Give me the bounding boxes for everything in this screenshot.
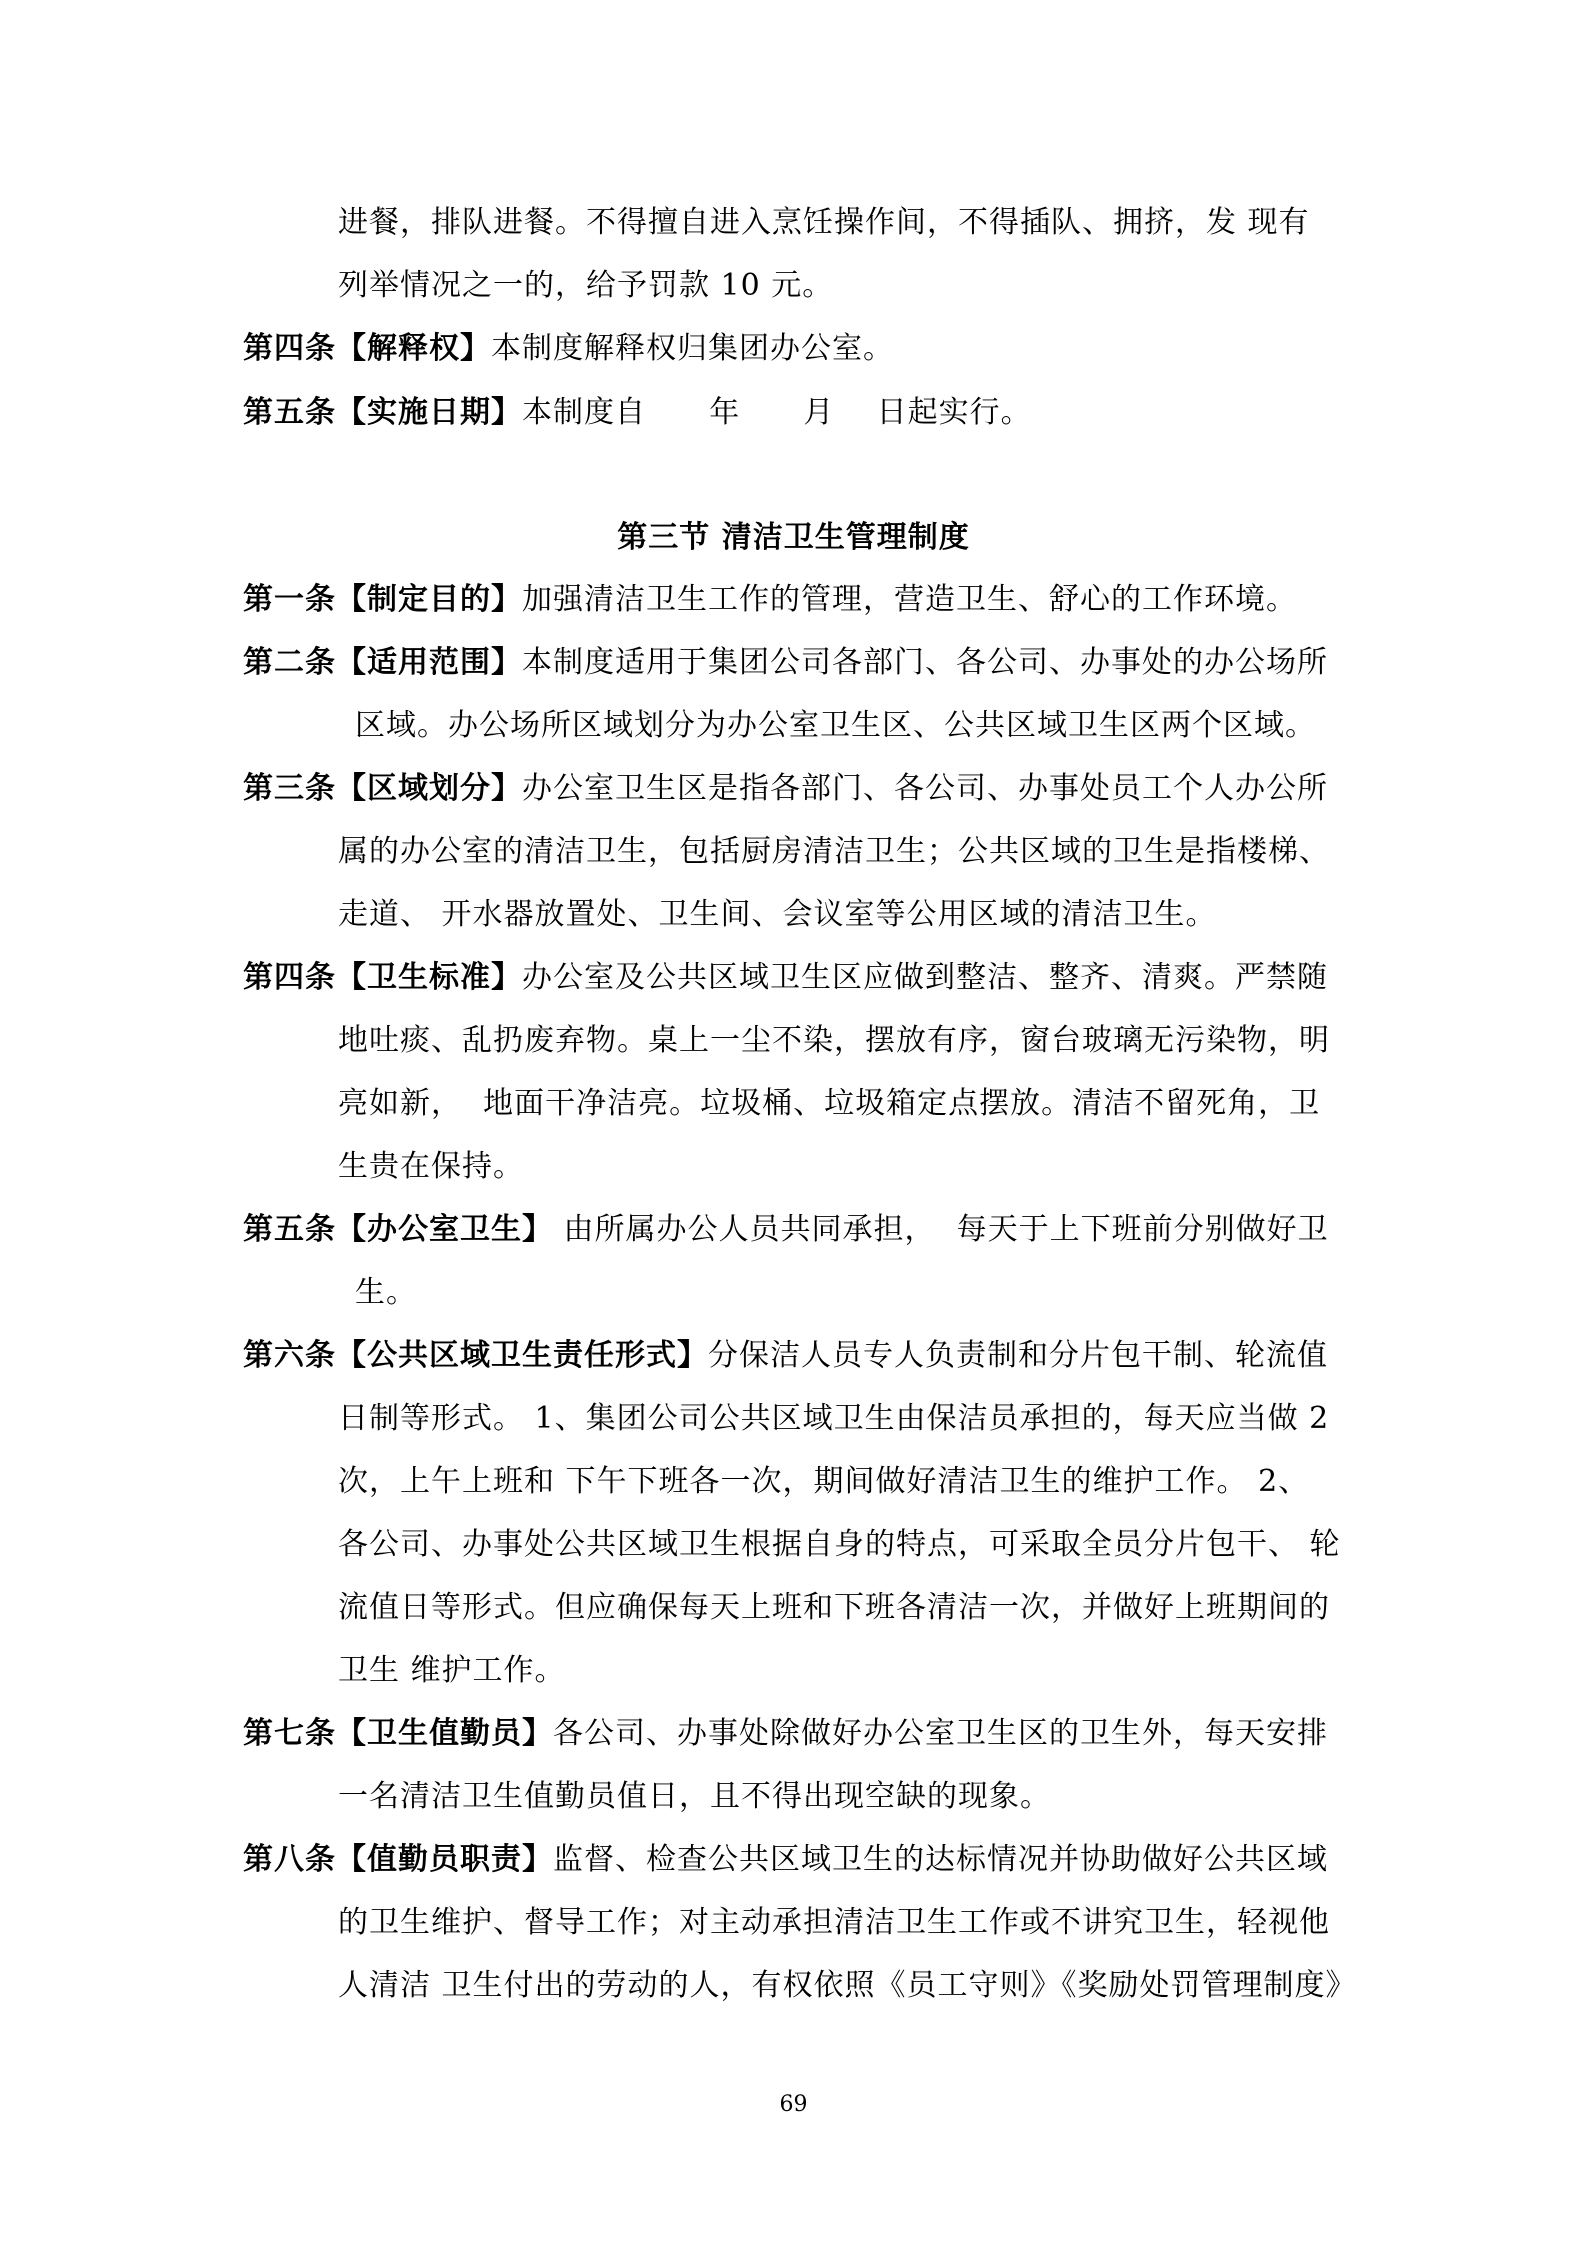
article-1 xyxy=(243,580,1297,620)
article-text: 办公室卫生区是指各部门、各公司、办事处员工个人办公所 xyxy=(522,771,1328,806)
article-4-line-4: 生贵在保持。 xyxy=(338,1149,524,1184)
article-text: 由所属办公人员共同承担， 每天于上下班前分别做好卫 xyxy=(553,1212,1329,1247)
article-8-line-2: 的卫生维护、督导工作；对主动承担清洁卫生工作或不讲究卫生，轻视他 xyxy=(338,1905,1330,1940)
continued-line-2: 列举情况之一的，给予罚款 10 元。 xyxy=(338,268,834,303)
article-4-line-3: 亮如新， 地面干净洁亮。垃圾桶、垃圾箱定点摆放。清洁不留死角，卫 xyxy=(338,1086,1321,1121)
article-heading: 第五条【办公室卫生】 xyxy=(243,1212,553,1247)
article-4 xyxy=(243,958,1328,998)
article-3 xyxy=(243,769,1328,809)
article-interpretation xyxy=(243,329,894,369)
article-3-line-3: 走道、 开水器放置处、卫生间、会议室等公用区域的清洁卫生。 xyxy=(338,897,1217,932)
article-7-line-2: 一名清洁卫生值勤员值日，且不得出现空缺的现象。 xyxy=(338,1779,1051,1814)
article-6-line-4: 各公司、办事处公共区域卫生根据自身的特点，可采取全员分片包干、 轮 xyxy=(338,1527,1341,1562)
article-text: 本制度自 年 月 日起实行。 xyxy=(522,395,1032,430)
article-heading: 第三条【区域划分】 xyxy=(243,771,522,806)
article-6-line-5: 流值日等形式。但应确保每天上班和下班各清洁一次，并做好上班期间的 xyxy=(338,1590,1330,1625)
article-5-line-2: 生。 xyxy=(355,1275,417,1310)
article-text: 本制度适用于集团公司各部门、各公司、办事处的办公场所 xyxy=(522,645,1328,680)
article-6-line-2: 日制等形式。 1、集团公司公共区域卫生由保洁员承担的，每天应当做 2 xyxy=(338,1401,1330,1436)
article-text: 加强清洁卫生工作的管理，营造卫生、舒心的工作环境。 xyxy=(522,582,1297,617)
article-heading: 第四条【解释权】 xyxy=(243,331,491,366)
article-8-line-3: 人清洁 卫生付出的劳动的人，有权依照《员工守则》《奖励处罚管理制度》 xyxy=(338,1968,1357,2003)
article-6-line-3: 次，上午上班和 下午下班各一次，期间做好清洁卫生的维护工作。 2、 xyxy=(338,1464,1310,1499)
article-text: 分保洁人员专人负责制和分片包干制、轮流值 xyxy=(708,1338,1328,1373)
article-8 xyxy=(243,1840,1328,1880)
article-text: 办公室及公共区域卫生区应做到整洁、整齐、清爽。严禁随 xyxy=(522,960,1328,995)
article-6-line-6: 卫生 维护工作。 xyxy=(338,1653,566,1688)
article-heading: 第六条【公共区域卫生责任形式】 xyxy=(243,1338,708,1373)
continued-line-1: 进餐，排队进餐。不得擅自进入烹饪操作间，不得插队、拥挤，发 现有 xyxy=(338,205,1310,240)
article-5 xyxy=(243,1210,1329,1250)
article-2 xyxy=(243,643,1328,683)
article-heading: 第七条【卫生值勤员】 xyxy=(243,1716,553,1751)
article-7 xyxy=(243,1714,1328,1754)
article-effective-date xyxy=(243,393,1032,433)
article-2-line-2: 区域。办公场所区域划分为办公室卫生区、公共区域卫生区两个区域。 xyxy=(355,708,1316,743)
article-text: 监督、检查公共区域卫生的达标情况并协助做好公共区域 xyxy=(553,1842,1328,1877)
article-text: 本制度解释权归集团办公室。 xyxy=(491,331,894,366)
article-heading: 第八条【值勤员职责】 xyxy=(243,1842,553,1877)
page-number: 69 xyxy=(779,2092,808,2117)
article-heading: 第五条【实施日期】 xyxy=(243,395,522,430)
article-6 xyxy=(243,1336,1328,1376)
article-heading: 第四条【卫生标准】 xyxy=(243,960,522,995)
article-text: 各公司、办事处除做好办公室卫生区的卫生外，每天安排 xyxy=(553,1716,1328,1751)
article-heading: 第一条【制定目的】 xyxy=(243,582,522,617)
section-title: 第三节 清洁卫生管理制度 xyxy=(617,520,970,555)
article-heading: 第二条【适用范围】 xyxy=(243,645,522,680)
article-4-line-2: 地吐痰、乱扔废弃物。桌上一尘不染，摆放有序，窗台玻璃无污染物，明 xyxy=(338,1023,1330,1058)
article-3-line-2: 属的办公室的清洁卫生，包括厨房清洁卫生；公共区域的卫生是指楼梯、 xyxy=(338,834,1330,869)
